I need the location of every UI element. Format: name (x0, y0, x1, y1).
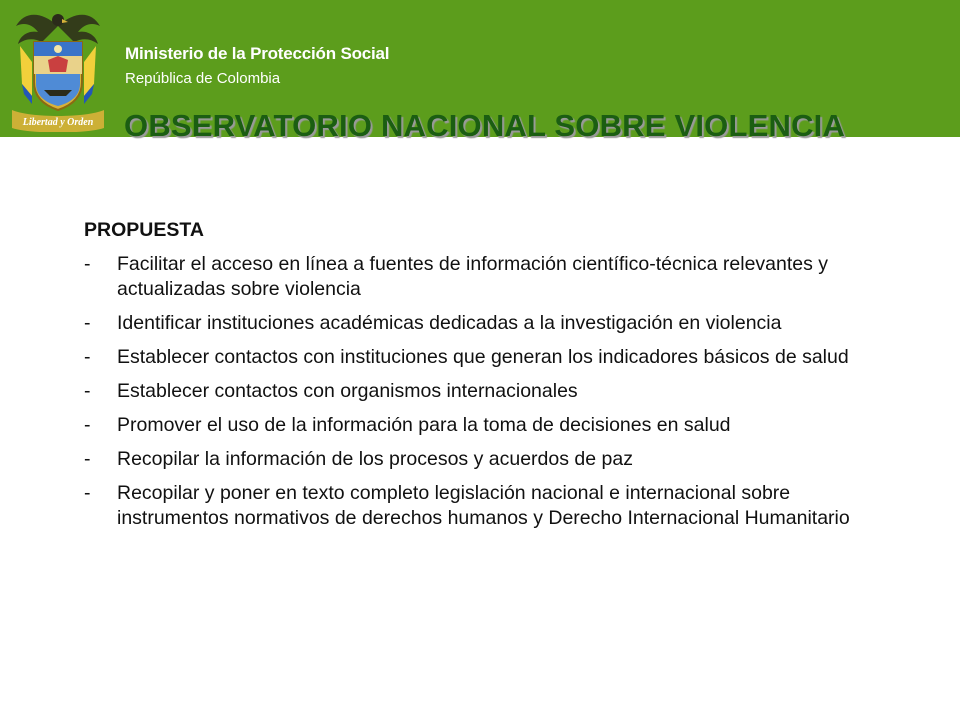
bullet-dash: - (84, 448, 91, 470)
list-item-text: Recopilar y poner en texto completo legislación nacional e internacional sobre instrumentos normativos de derechos humanos y Derecho Internacional Humanitario (117, 482, 850, 529)
list-item (84, 345, 884, 370)
proposal-section (84, 218, 884, 540)
bullet-dash: - (84, 312, 91, 334)
list-item (84, 413, 884, 438)
bullet-dash: - (84, 414, 91, 436)
list-item-text: Recopilar la información de los procesos y acuerdos de paz (117, 448, 633, 470)
list-item (84, 311, 884, 336)
svg-text:Libertad y Orden: Libertad y Orden (22, 117, 94, 128)
list-item (84, 481, 884, 531)
list-item (84, 379, 884, 404)
list-item (84, 447, 884, 472)
list-item-text: Facilitar el acceso en línea a fuentes de información científico-técnica relevantes y actualizadas sobre violencia (117, 253, 829, 300)
page-title: OBSERVATORIO NACIONAL SOBRE VIOLENCIA (124, 108, 846, 143)
colombia-coat-of-arms-icon (10, 4, 106, 132)
proposal-list (84, 252, 884, 531)
list-item (84, 252, 884, 302)
ministry-name: Ministerio de la Protección Social (125, 44, 390, 63)
list-item-text: Establecer contactos con organismos internacionales (117, 380, 578, 402)
bullet-dash: - (84, 253, 91, 275)
list-item-text: Establecer contactos con instituciones que generan los indicadores básicos de salud (117, 346, 849, 368)
republic-name: República de Colombia (125, 70, 281, 87)
list-item-text: Promover el uso de la información para la toma de decisiones en salud (117, 414, 731, 436)
bullet-dash: - (84, 346, 91, 368)
bullet-dash: - (84, 482, 91, 504)
list-item-text: Identificar instituciones académicas dedicadas a la investigación en violencia (117, 312, 782, 334)
section-heading: PROPUESTA (84, 219, 204, 241)
bullet-dash: - (84, 380, 91, 402)
